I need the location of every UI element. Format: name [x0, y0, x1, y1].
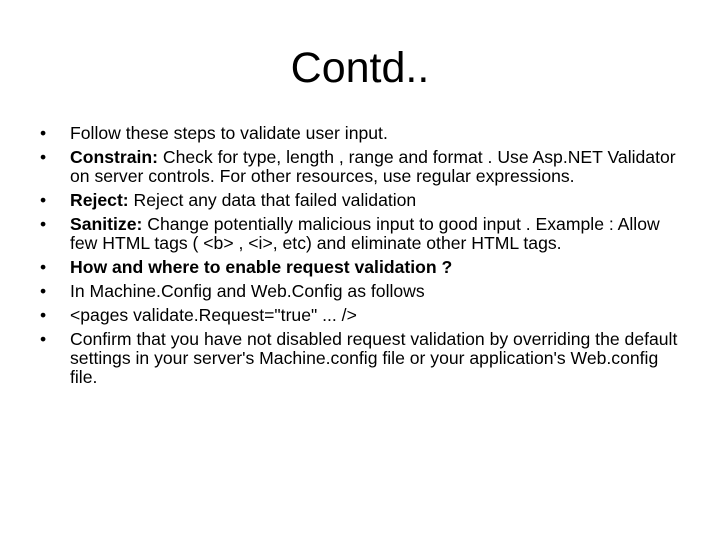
item-lead: Sanitize: [70, 214, 143, 234]
item-lead: Constrain: [70, 147, 158, 167]
item-text: Reject any data that failed validation [128, 190, 417, 210]
list-item [40, 148, 680, 186]
list-item [40, 124, 680, 143]
item-text: Change potentially malicious input to good input . Example : Allow few HTML tags ( <b> , <i>, etc) and eliminate other HTML tags. [70, 214, 660, 253]
bullet-icon: • [40, 329, 47, 349]
bullet-icon: • [40, 257, 47, 277]
bullet-icon: • [40, 214, 47, 234]
bullet-icon: • [40, 147, 47, 167]
item-lead: Reject: [70, 190, 129, 210]
list-item [40, 306, 680, 325]
item-text: In Machine.Config and Web.Config as follows [70, 281, 425, 301]
bullet-icon: • [40, 281, 47, 301]
bullet-icon: • [40, 305, 47, 325]
list-item [40, 330, 680, 387]
bullet-icon: • [40, 190, 47, 210]
list-item [40, 258, 680, 277]
item-text: <pages validate.Request="true" ... /> [70, 305, 357, 325]
bullet-list [40, 124, 680, 392]
list-item [40, 282, 680, 301]
item-text: Check for type, length , range and format . Use Asp.NET Validator on server controls. For other resources, use regular expressions. [70, 147, 676, 186]
item-text: Confirm that you have not disabled request validation by overriding the default settings in your server's Machine.config file or your application's Web.config file. [70, 329, 678, 387]
item-lead: How and where to enable request validation ? [70, 257, 453, 277]
bullet-icon: • [40, 123, 47, 143]
list-item [40, 191, 680, 210]
list-item [40, 215, 680, 253]
slide-title: Contd.. [290, 44, 430, 92]
item-text: Follow these steps to validate user input. [70, 123, 388, 143]
